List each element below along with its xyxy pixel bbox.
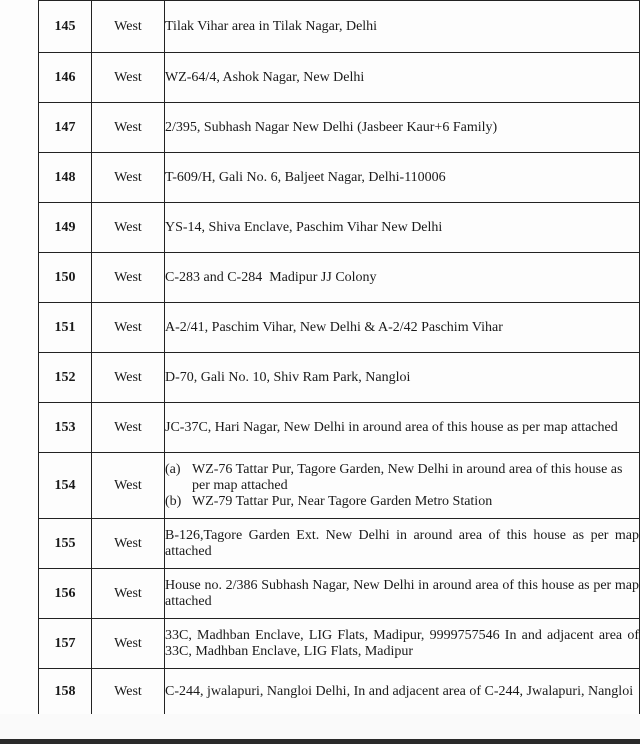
zone-name: West xyxy=(92,519,165,569)
zone-name: West xyxy=(92,353,165,403)
serial-number: 152 xyxy=(39,353,92,403)
table-row xyxy=(39,103,640,153)
table-row xyxy=(39,153,640,203)
location-text: 33C, Madhban Enclave, LIG Flats, Madipur, 9999757546 In and adjacent area of 33C, Madhban Enclave, LIG Flats, Madipur xyxy=(165,619,640,669)
zone-name: West xyxy=(92,53,165,103)
serial-number: 158 xyxy=(39,669,92,715)
location-text: T-609/H, Gali No. 6, Baljeet Nagar, Delhi-110006 xyxy=(165,153,640,203)
sub-item-text: WZ-79 Tattar Pur, Near Tagore Garden Metro Station xyxy=(192,493,493,509)
location-text: C-283 and C-284 Madipur JJ Colony xyxy=(165,253,640,303)
serial-number: 150 xyxy=(39,253,92,303)
location-text: D-70, Gali No. 10, Shiv Ram Park, Nangloi xyxy=(165,353,640,403)
table-row xyxy=(39,669,640,715)
sub-item-text: WZ-76 Tattar Pur, Tagore Garden, New Delhi in around area of this house as per map attached xyxy=(192,461,623,493)
zone-name: West xyxy=(92,619,165,669)
location-text: YS-14, Shiva Enclave, Paschim Vihar New Delhi xyxy=(165,203,640,253)
table-row xyxy=(39,519,640,569)
serial-number: 148 xyxy=(39,153,92,203)
location-text: B-126,Tagore Garden Ext. New Delhi in around area of this house as per map attached xyxy=(165,519,640,569)
serial-number: 156 xyxy=(39,569,92,619)
table-row xyxy=(39,203,640,253)
page-bottom-edge xyxy=(0,739,640,744)
serial-number: 157 xyxy=(39,619,92,669)
page-bottom-margin xyxy=(0,714,640,739)
location-text: JC-37C, Hari Nagar, New Delhi in around area of this house as per map attached xyxy=(165,403,640,453)
sub-item-marker: (a) xyxy=(165,461,181,477)
serial-number: 146 xyxy=(39,53,92,103)
table-row xyxy=(39,1,640,53)
zone-name: West xyxy=(92,669,165,715)
zone-name: West xyxy=(92,403,165,453)
zone-name: West xyxy=(92,253,165,303)
zone-name: West xyxy=(92,103,165,153)
location-text: A-2/41, Paschim Vihar, New Delhi & A-2/42 Paschim Vihar xyxy=(165,303,640,353)
sub-item-marker: (b) xyxy=(165,493,182,509)
location-sub-list xyxy=(165,453,640,519)
location-text: House no. 2/386 Subhash Nagar, New Delhi in around area of this house as per map attached xyxy=(165,569,640,619)
zone-name: West xyxy=(92,303,165,353)
zone-name: West xyxy=(92,453,165,519)
serial-number: 151 xyxy=(39,303,92,353)
location-text: Tilak Vihar area in Tilak Nagar, Delhi xyxy=(165,1,640,53)
table-row xyxy=(39,453,640,519)
sub-item xyxy=(165,494,639,510)
serial-number: 147 xyxy=(39,103,92,153)
serial-number: 145 xyxy=(39,1,92,53)
serial-number: 155 xyxy=(39,519,92,569)
location-text: 2/395, Subhash Nagar New Delhi (Jasbeer Kaur+6 Family) xyxy=(165,103,640,153)
table-row xyxy=(39,403,640,453)
table-row xyxy=(39,303,640,353)
table-row xyxy=(39,353,640,403)
zone-name: West xyxy=(92,1,165,53)
sub-item xyxy=(165,462,639,494)
serial-number: 153 xyxy=(39,403,92,453)
zone-name: West xyxy=(92,153,165,203)
zone-name: West xyxy=(92,203,165,253)
containment-zone-table xyxy=(38,0,640,715)
table-row xyxy=(39,53,640,103)
zone-name: West xyxy=(92,569,165,619)
table-row xyxy=(39,253,640,303)
serial-number: 154 xyxy=(39,453,92,519)
table-row xyxy=(39,569,640,619)
serial-number: 149 xyxy=(39,203,92,253)
location-text: WZ-64/4, Ashok Nagar, New Delhi xyxy=(165,53,640,103)
location-text: C-244, jwalapuri, Nangloi Delhi, In and adjacent area of C-244, Jwalapuri, Nangloi xyxy=(165,669,640,715)
table-row xyxy=(39,619,640,669)
